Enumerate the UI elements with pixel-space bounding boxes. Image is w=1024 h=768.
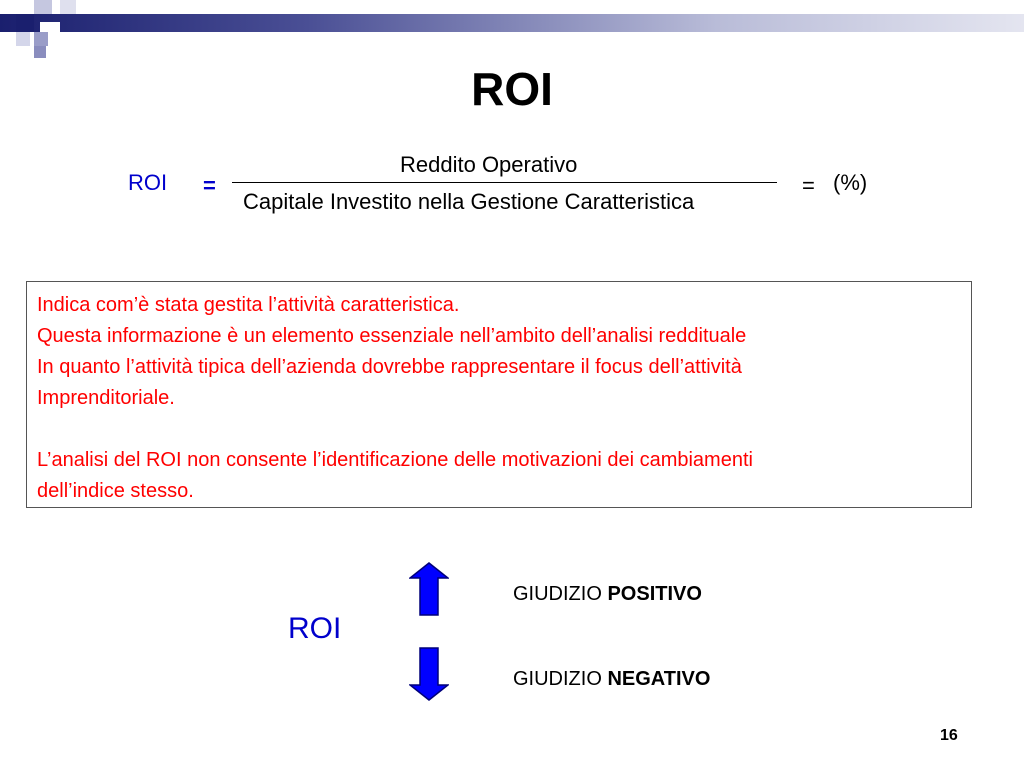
decor-square — [34, 46, 46, 58]
decor-square — [16, 14, 34, 32]
description-box — [26, 281, 972, 508]
roi-judgement-label: ROI — [288, 612, 342, 645]
description-line: Imprenditoriale. — [37, 387, 175, 409]
decor-square — [16, 32, 30, 46]
judgement-prefix: GIUDIZIO — [513, 668, 602, 690]
fraction-line — [232, 182, 777, 183]
formula-numerator: Reddito Operativo — [400, 152, 578, 177]
slide-title: ROI — [471, 63, 553, 115]
formula-lhs: ROI — [128, 170, 168, 195]
description-line: In quanto l’attività tipica dell’azienda dovrebbe rappresentare il focus dell’attività — [37, 356, 742, 378]
judgement-positive — [513, 583, 702, 606]
decor-square — [34, 32, 48, 46]
decor-square — [60, 0, 76, 14]
judgement-negative — [513, 668, 710, 691]
arrow-up-icon — [409, 562, 449, 616]
description-line: Questa informazione è un elemento essenziale nell’ambito dell’analisi reddituale — [37, 325, 747, 347]
formula-unit: (%) — [833, 170, 868, 195]
page-number: 16 — [940, 727, 958, 744]
formula-denominator: Capitale Investito nella Gestione Caratteristica — [243, 189, 695, 214]
judgement-value: NEGATIVO — [607, 668, 711, 690]
formula-equals-result: = — [802, 173, 815, 198]
description-line: Indica com’è stata gestita l’attività caratteristica. — [37, 294, 460, 316]
arrow-down-icon — [409, 647, 449, 701]
judgement-prefix: GIUDIZIO — [513, 583, 602, 605]
paragraph-spacer — [37, 414, 961, 445]
description-line: dell’indice stesso. — [37, 480, 194, 502]
header-gradient-bar — [0, 14, 1024, 32]
formula-equals: = — [203, 173, 216, 198]
description-line: L’analisi del ROI non consente l’identificazione delle motivazioni dei cambiamenti — [37, 449, 753, 471]
decor-square — [34, 0, 52, 14]
judgement-value: POSITIVO — [607, 583, 702, 605]
